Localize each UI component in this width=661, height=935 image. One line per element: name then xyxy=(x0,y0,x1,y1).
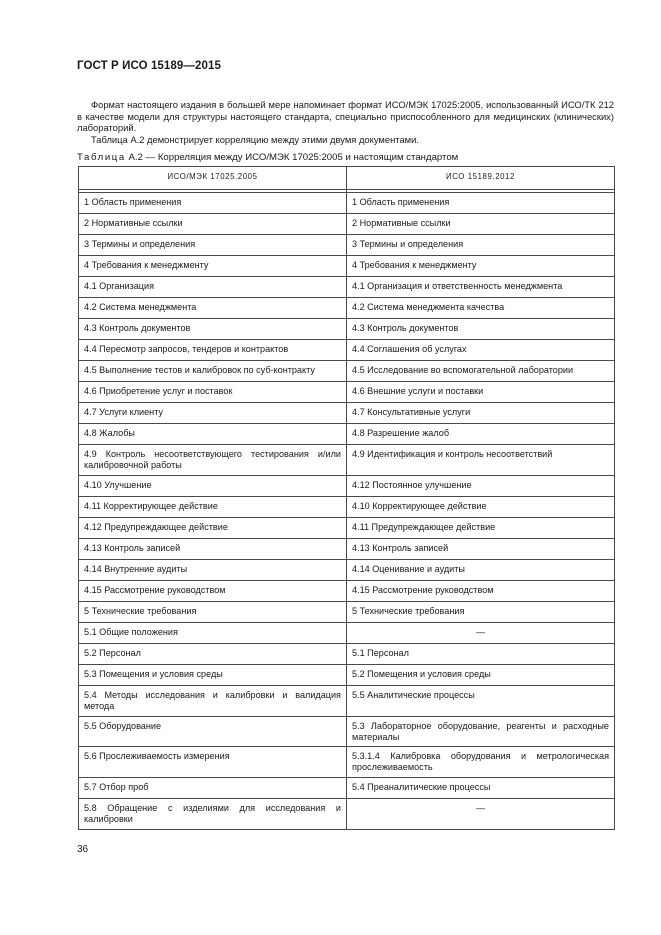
table-row xyxy=(79,778,615,799)
iso-iec-17025-clause-cell: 4.8 Жалобы xyxy=(79,424,347,445)
column-header-iso-iec-17025: ИСО/МЭК 17025.2005 xyxy=(79,167,347,190)
iso-15189-clause-cell: 4.3 Контроль документов xyxy=(347,319,615,340)
iso-iec-17025-clause-cell: 5.3 Помещения и условия среды xyxy=(79,664,347,685)
iso-15189-clause-cell: 4.9 Идентификация и контроль несоответствий xyxy=(347,445,615,476)
table-row xyxy=(79,424,615,445)
table-row xyxy=(79,747,615,778)
table-row xyxy=(79,622,615,643)
iso-iec-17025-clause-cell: 4.5 Выполнение тестов и калибровок по суб-контракту xyxy=(79,361,347,382)
iso-15189-clause-cell: 4.15 Рассмотрение руководством xyxy=(347,580,615,601)
table-row xyxy=(79,799,615,830)
iso-15189-clause-cell: 5.3 Лабораторное оборудование, реагенты и расходные материалы xyxy=(347,716,615,747)
column-header-iso-15189: ИСО 15189.2012 xyxy=(347,167,615,190)
iso-15189-clause-cell: 4.11 Предупреждающее действие xyxy=(347,517,615,538)
document-header: ГОСТ Р ИСО 15189—2015 xyxy=(77,60,222,72)
iso-15189-clause-cell: 4.10 Корректирующее действие xyxy=(347,496,615,517)
table-row xyxy=(79,193,615,214)
table-row xyxy=(79,319,615,340)
table-header-row xyxy=(79,167,615,190)
iso-iec-17025-clause-cell: 4.1 Организация xyxy=(79,277,347,298)
iso-15189-clause-cell: — xyxy=(347,622,615,643)
table-row xyxy=(79,685,615,716)
iso-15189-clause-cell: 5.3.1.4 Калибровка оборудования и метрологическая прослеживаемость xyxy=(347,747,615,778)
iso-15189-clause-cell: 4.2 Система менеджмента качества xyxy=(347,298,615,319)
iso-iec-17025-clause-cell: 4.3 Контроль документов xyxy=(79,319,347,340)
iso-15189-clause-cell: 2 Нормативные ссылки xyxy=(347,214,615,235)
iso-iec-17025-clause-cell: 3 Термины и определения xyxy=(79,235,347,256)
iso-15189-clause-cell: 4.14 Оценивание и аудиты xyxy=(347,559,615,580)
iso-iec-17025-clause-cell: 4.4 Пересмотр запросов, тендеров и контрактов xyxy=(79,340,347,361)
table-row xyxy=(79,716,615,747)
iso-iec-17025-clause-cell: 4.13 Контроль записей xyxy=(79,538,347,559)
iso-15189-clause-cell: 4.5 Исследование во вспомогательной лаборатории xyxy=(347,361,615,382)
iso-iec-17025-clause-cell: 4.14 Внутренние аудиты xyxy=(79,559,347,580)
iso-15189-clause-cell: 4.7 Консультативные услуги xyxy=(347,403,615,424)
iso-iec-17025-clause-cell: 5 Технические требования xyxy=(79,601,347,622)
iso-iec-17025-clause-cell: 4.12 Предупреждающее действие xyxy=(79,517,347,538)
table-caption xyxy=(77,152,458,163)
table-row xyxy=(79,496,615,517)
table-row xyxy=(79,664,615,685)
table-caption-label: Таблица xyxy=(77,152,126,163)
iso-15189-clause-cell: 4.4 Соглашения об услугах xyxy=(347,340,615,361)
iso-iec-17025-clause-cell: 5.7 Отбор проб xyxy=(79,778,347,799)
iso-iec-17025-clause-cell: 5.1 Общие положения xyxy=(79,622,347,643)
iso-iec-17025-clause-cell: 4.7 Услуги клиенту xyxy=(79,403,347,424)
intro-paragraph-1: Формат настоящего издания в большей мере напоминает формат ИСО/МЭК 17025:2005, использованный ИСО/ТК 212 в качестве модели для структуры настоящего стандарта, специально приспособленного для медицинских (клинических) лабораторий. xyxy=(77,99,614,134)
iso-iec-17025-clause-cell: 5.8 Обращение с изделиями для исследования и калибровки xyxy=(79,799,347,830)
iso-iec-17025-clause-cell: 4 Требования к менеджменту xyxy=(79,256,347,277)
iso-15189-clause-cell: 5.2 Помещения и условия среды xyxy=(347,664,615,685)
table-row xyxy=(79,361,615,382)
page-number: 36 xyxy=(77,844,89,855)
table-row xyxy=(79,382,615,403)
iso-iec-17025-clause-cell: 5.4 Методы исследования и калибровки и валидация метода xyxy=(79,685,347,716)
iso-iec-17025-clause-cell: 5.5 Оборудование xyxy=(79,716,347,747)
table-row xyxy=(79,256,615,277)
intro-paragraph-2: Таблица А.2 демонстрирует корреляцию между этими двумя документами. xyxy=(91,134,419,145)
iso-iec-17025-clause-cell: 4.15 Рассмотрение руководством xyxy=(79,580,347,601)
iso-15189-clause-cell: 4.12 Постоянное улучшение xyxy=(347,475,615,496)
table-row xyxy=(79,601,615,622)
iso-iec-17025-clause-cell: 5.2 Персонал xyxy=(79,643,347,664)
iso-15189-clause-cell: 5.4 Преаналитические процессы xyxy=(347,778,615,799)
iso-iec-17025-clause-cell: 1 Область применения xyxy=(79,193,347,214)
table-row xyxy=(79,475,615,496)
iso-15189-clause-cell: 4 Требования к менеджменту xyxy=(347,256,615,277)
table-row xyxy=(79,538,615,559)
iso-iec-17025-clause-cell: 4.2 Система менеджмента xyxy=(79,298,347,319)
table-row xyxy=(79,559,615,580)
table-row xyxy=(79,277,615,298)
table-row xyxy=(79,298,615,319)
iso-15189-clause-cell: 4.8 Разрешение жалоб xyxy=(347,424,615,445)
table-row xyxy=(79,340,615,361)
table-row xyxy=(79,580,615,601)
iso-iec-17025-clause-cell: 4.6 Приобретение услуг и поставок xyxy=(79,382,347,403)
iso-15189-clause-cell: 5.1 Персонал xyxy=(347,643,615,664)
iso-15189-clause-cell: 4.6 Внешние услуги и поставки xyxy=(347,382,615,403)
table-row xyxy=(79,235,615,256)
iso-15189-clause-cell: 1 Область применения xyxy=(347,193,615,214)
iso-iec-17025-clause-cell: 4.9 Контроль несоответствующего тестирования и/или калибровочной работы xyxy=(79,445,347,476)
table-row xyxy=(79,517,615,538)
iso-iec-17025-clause-cell: 2 Нормативные ссылки xyxy=(79,214,347,235)
iso-iec-17025-clause-cell: 4.11 Корректирующее действие xyxy=(79,496,347,517)
correlation-table xyxy=(78,166,615,830)
iso-15189-clause-cell: 5.5 Аналитические процессы xyxy=(347,685,615,716)
iso-15189-clause-cell: 5 Технические требования xyxy=(347,601,615,622)
iso-15189-clause-cell: 4.1 Организация и ответственность менеджмента xyxy=(347,277,615,298)
iso-iec-17025-clause-cell: 5.6 Прослеживаемость измерения xyxy=(79,747,347,778)
iso-15189-clause-cell: 4.13 Контроль записей xyxy=(347,538,615,559)
table-caption-text: А.2 — Корреляция между ИСО/МЭК 17025:2005 и настоящим стандартом xyxy=(125,152,459,163)
table-row xyxy=(79,403,615,424)
iso-15189-clause-cell: — xyxy=(347,799,615,830)
table-row xyxy=(79,445,615,476)
table-row xyxy=(79,643,615,664)
table-row xyxy=(79,214,615,235)
iso-15189-clause-cell: 3 Термины и определения xyxy=(347,235,615,256)
iso-iec-17025-clause-cell: 4.10 Улучшение xyxy=(79,475,347,496)
